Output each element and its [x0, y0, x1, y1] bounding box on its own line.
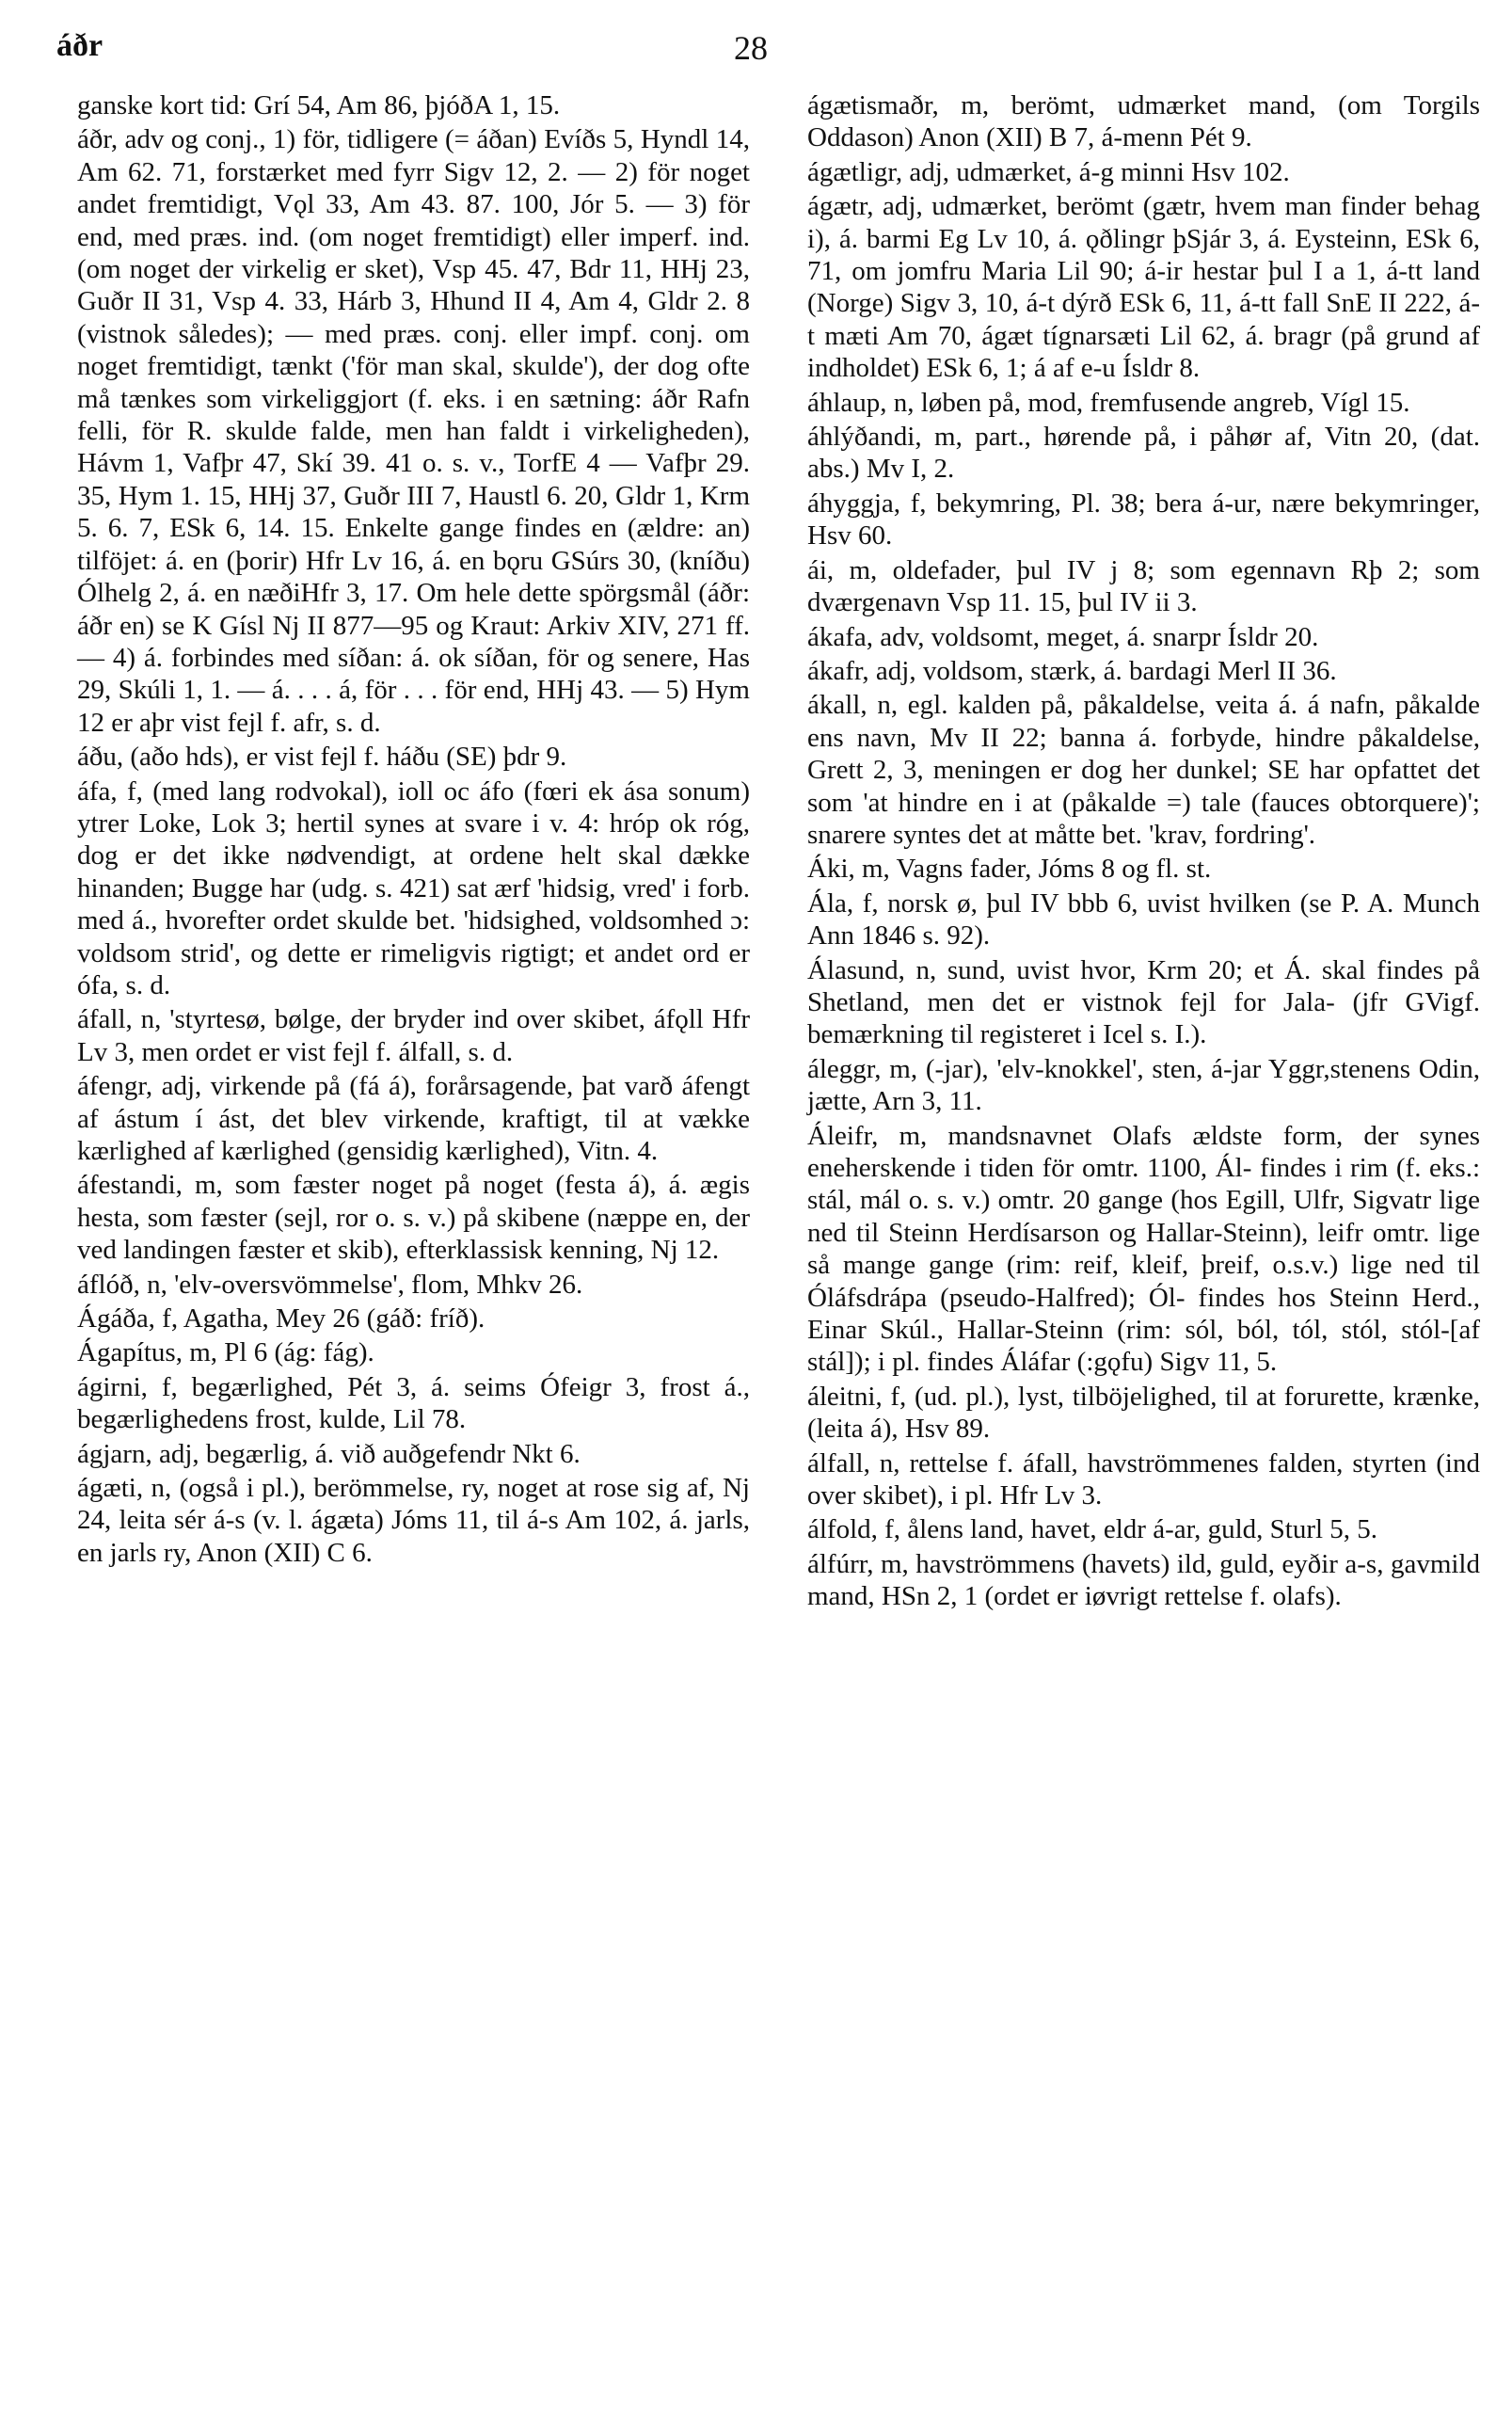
right-column: [807, 89, 1480, 1615]
left-column: [77, 89, 750, 1571]
entry-ala: Ála, f, norsk ø, þul IV bbb 6, uvist hvilken (se P. A. Munch Ann 1846 s. 92).: [807, 887, 1480, 951]
entry-ai: ái, m, oldefader, þul IV j 8; som egennavn Rþ 2; som dværgenavn Vsp 11. 15, þul IV ii 3.: [807, 554, 1480, 618]
entry-alasund: Álasund, n, sund, uvist hvor, Krm 20; et Á. skal findes på Shetland, men det er vistnok fejl for Jala- (jfr GVigf. bemærkning til registeret i Icel s. I.).: [807, 954, 1480, 1050]
entry-akafa: ákafa, adv, voldsomt, meget, á. snarpr Ísldr 20.: [807, 621, 1319, 652]
entry-afa: áfa, f, (med lang rodvokal), ioll oc áfo (fœri ek ása sonum) ytrer Loke, Lok 3; hertil synes at svare i v. 4: hróp ok róg, dog er det ikke nødvendigt, at ordene helt skal dække hinanden; Bugge har (udg. s. 421) sat ærf 'hidsig, vred' i forb. med á., hvorefter ordet skulde bet. 'hidsighed, voldsomhed ɔ: voldsom strid', og dette er rimeligvis rigtigt; et andet ord er ófa, s. d.: [77, 775, 750, 1000]
entry-agirni: ágirni, f, begærlighed, Pét 3, á. seims Ófeigr 3, frost á., begærlighedens frost, kulde, Lil 78.: [77, 1371, 750, 1435]
entry-adr: áðr, adv og conj., 1) för, tidligere (= áðan) Evíðs 5, Hyndl 14, Am 62. 71, forstærket med fyrr Sigv 12, 2. — 2) för noget andet fremtidigt, Vǫl 33, Am 43. 87. 100, Jór 5. — 3) för end, med præs. ind. (om noget fremtidigt) eller imperf. ind. (om noget der virkelig er sket), Vsp 45. 47, Bdr 11, HHj 23, Guðr II 31, Vsp 4. 33, Hárb 3, Hhund II 4, Am 4, Gldr 2. 8 (vistnok således); — med præs. conj. eller impf. conj. om noget fremtidigt, tænkt ('för man skal, skulde'), der dog ofte må tænkes som virkeliggjort (f. eks. i en sætning: áðr Rafn felli, för R. skulde falde, men han faldt i virkeligheden), Hávm 1, Vafþr 47, Skí 39. 41 o. s. v., TorfE 4 — Vafþr 29. 35, Hym 1. 15, HHj 37, Guðr III 7, Haustl 6. 20, Gldr 1, Krm 5. 6. 7, ESk 6, 14. 15. Enkelte gange findes en (ældre: an) tilföjet: á. en (þorir) Hfr Lv 16, á. en bǫru GSúrs 30, (kníðu) Ólhelg 2, á. en næðiHfr 3, 17. Om hele dette spörgsmål (áðr: áðr en) se K Gísl Nj II 877—95 og Kraut: Arkiv XIV, 271 ff. — 4) á. forbindes med síðan: á. ok síðan, för og senere, Has 29, Skúli 1, 1. — á. . . . á, för . . . för end, HHj 43. — 5) Hym 12 er aþr vist fejl f. afr, s. d.: [77, 124, 750, 738]
entry-agaetr: ágætr, adj, udmærket, berömt (gætr, hvem man finder behag i), á. barmi Eg Lv 10, á. ǫðlingr þSjár 3, á. Eysteinn, ESk 6, 71, om jomfru Maria Lil 90; á-ir hestar þul I a 1, á-tt land (Norge) Sigv 3, 10, á-t dýrð ESk 6, 11, á-tt fall SnE II 222, á-t mæti Am 70, ágæt tígnarsæti Lil 62, á. bragr (på grund af indholdet) ESk 6, 1; á af e-u Ísldr 8.: [807, 191, 1480, 384]
entry-alfurr: álfúrr, m, havströmmens (havets) ild, guld, eyðir a-s, gavmild mand, HSn 2, 1 (ordet er iøvrigt rettelse f. olafs).: [807, 1548, 1480, 1612]
entry-aleggr: áleggr, m, (-jar), 'elv-knokkel', sten, á-jar Yggr,stenens Odin, jætte, Arn 3, 11.: [807, 1053, 1480, 1117]
entry-adu: áðu, (aðo hds), er vist fejl f. háðu (SE) þdr 9.: [77, 742, 567, 773]
entry-afengr: áfengr, adj, virkende på (fá á), forårsagende, þat varð áfengt af ástum í ást, det blev virkende, kraftigt, til at vække kærlighed af kærlighed (gensidig kærlighed), Vitn. 4.: [77, 1071, 750, 1166]
entry-continuation: ganske kort tid: Grí 54, Am 86, þjóðA 1, 15.: [77, 90, 561, 120]
entry-alfold: álfold, f, ålens land, havet, eldr á-ar, guld, Sturl 5, 5.: [807, 1514, 1378, 1545]
entry-agjarn: ágjarn, adj, begærlig, á. við auðgefendr Nkt 6.: [77, 1438, 581, 1469]
entry-alfall: álfall, n, rettelse f. áfall, havströmmenes falden, styrten (ind over skibet), i pl. Hfr Lv 3.: [807, 1447, 1480, 1511]
page-number: 28: [734, 29, 768, 67]
entry-ahlaup: áhlaup, n, løben på, mod, fremfusende angreb, Vígl 15.: [807, 387, 1410, 418]
entry-aleitni: áleitni, f, (ud. pl.), lyst, tilböjelighed, til at forurette, krænke, (leita á), Hsv 89.: [807, 1381, 1480, 1445]
entry-agaeti: ágæti, n, (også i pl.), berömmelse, ry, noget at rose sig af, Nj 24, leita sér á-s (v. l. ágæta) Jóms 11, til á-s Am 102, á. jarls, en jarls ry, Anon (XII) C 6.: [77, 1473, 750, 1568]
entry-aki: Áki, m, Vagns fader, Jóms 8 og fl. st.: [807, 854, 1212, 885]
entry-aleifr: Áleifr, m, mandsnavnet Olafs ældste form, der synes eneherskende i tiden för omtr. 1100, Ál- findes i rim (f. eks.: stál, mál o. s. v.) omtr. 20 gange (hos Egill, Ulfr, Sigvatr lige ned til Steinn Herdísarson og Hallar-Steinn), leifr omtr. lige så mange gange (rim: reif, kleif, þreif, o.s.v.) lige ned til Óláfsdrápa (pseudo-Halfred); Ól- findes hos Steinn Herd., Einar Skúl., Hallar-Steinn (rim: sól, ból, tól, stól, stól-[af stál]); i pl. findes Áláfar (:gǫfu) Sigv 11, 5.: [807, 1120, 1480, 1378]
page-header: [0, 0, 1512, 85]
entry-agapitus: Ágapítus, m, Pl 6 (ág: fág).: [77, 1337, 374, 1368]
entry-ahlydandi: áhlýðandi, m, part., hørende på, i påhør af, Vitn 20, (dat. abs.) Mv I, 2.: [807, 422, 1480, 485]
entry-agaetligr: ágætligr, adj, udmærket, á-g minni Hsv 102.: [807, 156, 1290, 187]
running-headword: áðr: [56, 28, 103, 63]
entry-afall: áfall, n, 'styrtesø, bølge, der bryder ind over skibet, áfǫll Hfr Lv 3, men ordet er vist fejl f. álfall, s. d.: [77, 1004, 750, 1067]
entry-afestandi: áfestandi, m, som fæster noget på noget (festa á), á. ægis hesta, som fæster (sejl, ror o. s. v.) på skibene (næppe en, der ved landingen fæster et skib), efterklassisk kenning, Nj 12.: [77, 1170, 750, 1266]
entry-agada: Ágáða, f, Agatha, Mey 26 (gáð: fríð).: [77, 1303, 485, 1335]
entry-agaetismadr: ágætismaðr, m, berömt, udmærket mand, (om Torgils Oddason) Anon (XII) B 7, á-menn Pét 9.: [807, 90, 1480, 153]
entry-aflod: áflóð, n, 'elv-oversvömmelse', flom, Mhkv 26.: [77, 1269, 583, 1300]
entry-akall: ákall, n, egl. kalden på, påkaldelse, veita á. á nafn, påkalde ens navn, Mv II 22; banna á. forbyde, hindre påkaldelse, Grett 2, 3, meningen er dog her dunkel; SE har opfattet det som 'at hindre en i at (påkalde =) tale (fauces obtorquere)'; snarere syntes det at måtte bet. 'krav, fordring'.: [807, 690, 1480, 850]
entry-ahyggja: áhyggja, f, bekymring, Pl. 38; bera á-ur, nære bekymringer, Hsv 60.: [807, 488, 1480, 552]
entry-akafr: ákafr, adj, voldsom, stærk, á. bardagi Merl II 36.: [807, 655, 1337, 686]
